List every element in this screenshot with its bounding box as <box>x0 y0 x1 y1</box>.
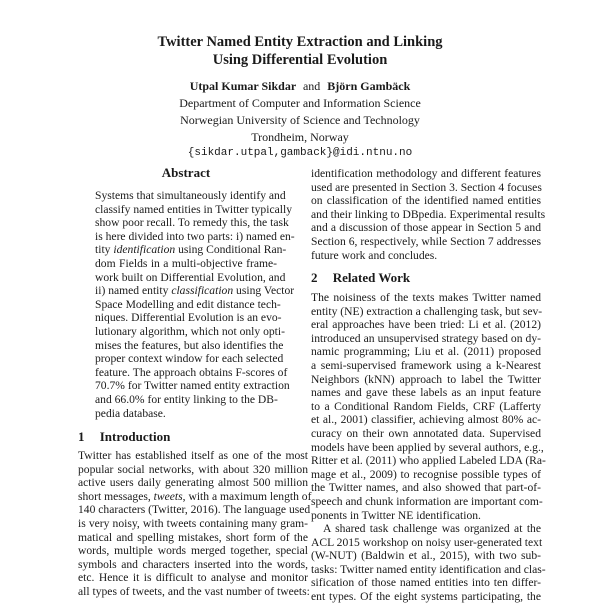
text-line <box>78 585 308 599</box>
text-segment: classify named entities in Twitter typically <box>95 202 292 216</box>
text-line <box>311 536 541 550</box>
text-line <box>78 463 308 477</box>
text-segment: eral approaches have been tried: Li et al. (2012) <box>311 318 541 332</box>
text-segment: etc. Hence it is difficult to analyse and monitor <box>78 571 308 585</box>
text-line <box>311 221 541 235</box>
text-line <box>78 558 308 572</box>
text-segment: feature. The approach obtains F-scores of <box>95 365 288 379</box>
text-segment: and a discussion of those appear in Section 5 and <box>311 221 541 235</box>
text-segment: using Vector <box>233 284 295 298</box>
text-segment: 140 characters (Twitter, 2016). The language used <box>78 503 311 517</box>
text-segment: ii) named entity <box>95 284 172 298</box>
intro-body <box>78 449 312 599</box>
text-line <box>311 468 541 482</box>
text-segment: identification methodology and different features <box>311 167 541 180</box>
text-line <box>311 291 541 305</box>
text-segment: mises the features, but also identifies the <box>95 338 284 352</box>
text-line <box>311 373 541 387</box>
text-line <box>311 495 541 509</box>
text-segment: symbols and characters inserted into the words, <box>78 557 308 571</box>
text-line <box>95 338 284 353</box>
text-segment: Section 6, respectively, while Section 7 addresses <box>311 234 541 248</box>
text-line <box>95 189 286 203</box>
text-segment: and their linking to DBpedia. Experimental results <box>311 207 546 221</box>
text-segment: lutionary algorithm, which not only opti- <box>95 324 285 338</box>
text-segment: (W-NUT) (Baldwin et al., 2015), with two sub- <box>311 549 541 563</box>
text-segment: ACL 2015 workshop on noisy user-generated text <box>311 535 543 549</box>
text-segment: future work and concludes. <box>311 248 438 262</box>
text-line <box>95 393 277 407</box>
text-line <box>311 305 541 319</box>
section-number: 1 <box>78 429 85 444</box>
text-segment: to a Conditional Random Fields, CRF (Lafferty <box>311 399 541 413</box>
text-segment: 70.7% for Twitter named entity extraction <box>95 379 290 393</box>
emphasized-text: classification <box>171 284 234 298</box>
text-segment: words, multiple words merged together, special <box>78 544 308 558</box>
text-line <box>311 194 541 208</box>
text-segment: is here divided into two parts: i) named en- <box>95 229 295 243</box>
text-segment: ponents in Twitter NE identification. <box>311 508 481 522</box>
text-line <box>95 311 282 325</box>
text-line <box>78 571 308 585</box>
text-line <box>311 332 541 346</box>
text-line <box>311 454 546 468</box>
text-segment: matical and spelling mistakes, short form of the <box>78 530 308 544</box>
text-segment: active users daily generating almost 500 million <box>78 476 308 490</box>
text-segment: ent types. Of the eight systems participating, the <box>311 590 541 604</box>
emphasized-text: tweets <box>153 489 183 503</box>
text-line <box>95 202 292 217</box>
text-line <box>311 235 541 249</box>
text-line <box>95 407 277 421</box>
text-line <box>78 449 308 463</box>
text-line <box>311 576 541 590</box>
text-line <box>311 427 541 441</box>
affiliation-dept: Department of Computer and Information Science <box>179 96 421 110</box>
text-segment: namic programming; Liu et al. (2011) proposed <box>311 345 541 359</box>
text-line <box>311 562 546 577</box>
text-segment: proper context window for each selected <box>95 352 284 366</box>
text-segment: using Conditional Ran- <box>175 243 287 257</box>
text-segment: Space Modelling and edit distance tech- <box>95 297 281 311</box>
text-segment: entity (NE) extraction a challenging task, but sev- <box>311 304 543 318</box>
text-line <box>311 386 541 400</box>
text-segment: on classification of the identified named entities <box>311 194 541 208</box>
text-segment: short messages, <box>78 489 154 503</box>
text-segment: sification of those named entities into ten differ- <box>311 576 541 590</box>
text-segment: work built on Differential Evolution, and <box>95 270 286 284</box>
text-line <box>95 284 295 298</box>
author-email: {sikdar.utpal,gamback}@idi.ntnu.no <box>187 147 413 159</box>
text-line <box>311 318 541 332</box>
text-segment: speech and chunk information are important com- <box>311 494 543 508</box>
text-segment: all types of tweets, and the vast number of tweets: <box>78 584 310 598</box>
text-segment: a semi-supervised framework using a k-Nearest <box>311 358 541 372</box>
text-line <box>311 181 541 195</box>
text-segment: and 66.0% for entity linking to the DB- <box>95 392 278 406</box>
authors <box>0 79 600 94</box>
emphasized-text: identification <box>113 243 176 257</box>
text-segment: used are presented in Section 3. Section 4 focuses <box>311 180 542 194</box>
related-work-body <box>311 291 546 604</box>
text-segment: tasks: Twitter named entity identification and clas- <box>311 562 546 576</box>
author-separator: and <box>302 79 321 93</box>
text-line <box>95 352 284 366</box>
text-line <box>78 517 308 531</box>
intro-heading <box>78 429 170 445</box>
text-line <box>311 590 541 604</box>
text-line <box>311 549 541 563</box>
text-segment: A shared task challenge was organized at the <box>323 522 541 536</box>
text-line <box>311 207 546 222</box>
text-segment: names and gave these labels as an input feature <box>311 386 541 400</box>
text-segment: dom Fields in a multi-objective frame- <box>95 256 277 270</box>
text-line <box>95 216 289 230</box>
paper-title-line-2: Using Differential Evolution <box>212 52 388 68</box>
section-title: Related Work <box>332 270 411 285</box>
paper-title-line-1: Twitter Named Entity Extraction and Linking <box>157 34 443 50</box>
text-line <box>311 413 541 427</box>
text-segment: show poor recall. To remedy this, the task <box>95 216 289 230</box>
abstract-body <box>95 189 295 420</box>
text-line <box>311 481 541 495</box>
text-line <box>311 400 541 414</box>
text-segment: is very noisy, with tweets containing many gram- <box>78 516 308 530</box>
text-line <box>95 365 288 380</box>
section-number: 2 <box>311 270 318 285</box>
text-line <box>311 249 541 263</box>
text-line <box>311 167 541 181</box>
text-line <box>95 324 285 339</box>
text-line <box>95 379 290 393</box>
text-segment: Systems that simultaneously identify and <box>95 189 286 202</box>
text-segment: popular social networks, with about 320 million <box>78 462 308 476</box>
text-segment: niques. Differential Evolution is an evo- <box>95 311 282 325</box>
text-segment: et al., 2001) classifier, achieving almost 80% ac- <box>311 413 541 427</box>
text-segment: tity <box>95 243 114 257</box>
author-2: Björn Gambäck <box>327 79 411 93</box>
text-line <box>95 243 287 257</box>
text-line <box>95 270 286 285</box>
text-line <box>311 509 541 523</box>
text-segment: , with a maximum length of <box>182 489 312 503</box>
text-line <box>311 440 544 455</box>
text-segment: Twitter has established itself as one of the most <box>78 449 308 462</box>
text-line <box>78 531 308 545</box>
text-line <box>95 297 281 312</box>
text-line <box>95 229 295 244</box>
text-line <box>78 503 311 517</box>
text-line <box>78 489 312 504</box>
text-line <box>311 345 541 359</box>
text-segment: Ritter et al. (2011) who applied Labeled LDA (Ra- <box>311 454 546 468</box>
text-segment: the Twitter names, and also showed that part-of- <box>311 481 541 495</box>
intro-continued-body <box>311 167 546 262</box>
affiliation-location: Trondheim, Norway <box>251 130 349 144</box>
affiliation-university: Norwegian University of Science and Technology <box>180 113 420 127</box>
text-segment: mage et al., 2009) to recognise possible types of <box>311 467 541 481</box>
text-segment: curacy on their own annotated data. Supervised <box>311 426 541 440</box>
abstract-heading: Abstract <box>161 165 211 180</box>
section-title: Introduction <box>99 429 171 444</box>
text-line <box>78 544 308 558</box>
text-segment: The noisiness of the texts makes Twitter named <box>311 291 541 304</box>
text-segment: models have been applied by several authors, e.g., <box>311 440 544 454</box>
text-line <box>311 359 541 373</box>
author-1: Utpal Kumar Sikdar <box>189 79 296 93</box>
related-work-heading <box>311 270 410 286</box>
text-line <box>311 522 541 536</box>
text-segment: introduced an unsupervised strategy based on dy- <box>311 331 541 345</box>
text-line <box>78 476 308 490</box>
text-line <box>95 257 277 271</box>
text-segment: Neighbors (kNN) approach to label the Twitter <box>311 372 541 386</box>
text-segment: pedia database. <box>95 406 166 420</box>
